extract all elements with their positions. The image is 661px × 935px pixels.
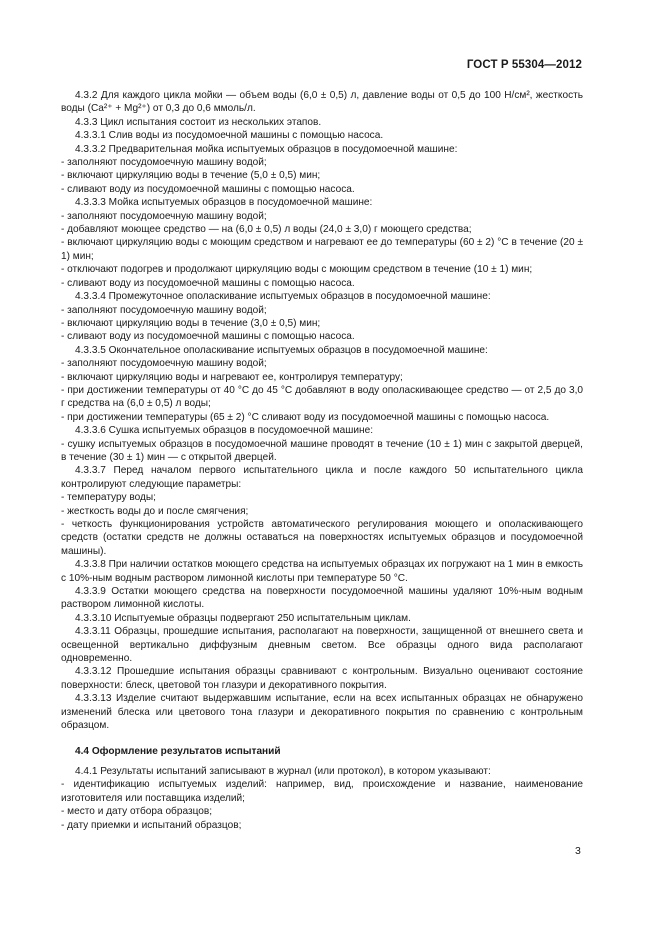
list-item: - сливают воду из посудомоечной машины с помощью насоса. [61,183,355,195]
document-header: ГОСТ Р 55304—2012 [466,59,582,71]
list-item: - сливают воду из посудомоечной машины с помощью насоса. [61,277,355,289]
list-item: - при достижении температуры от 40 °С до 45 °С добавляют в воду ополаскивающее средство — от 2,5 до 3,0 г средства на (6,0 ± 0,5) л воды; [61,384,583,410]
list-item: - сливают воду из посудомоечной машины с помощью насоса. [61,331,355,343]
paragraph: 4.3.3.2 Предварительная мойка испытуемых образцов в посудомоечной машине: [75,143,458,155]
list-item: - включают циркуляцию воды в течение (3,0 ± 0,5) мин; [61,317,321,329]
list-item: - при достижении температуры (65 ± 2) °С сливают воду из посудомоечной машины с помощью насоса. [61,411,550,423]
list-item: - место и дату отбора образцов; [61,806,213,818]
list-item: - заполняют посудомоечную машину водой; [61,157,267,169]
paragraph: 4.3.3.8 При наличии остатков моющего средства на испытуемых образцах их погружают на 1 мин в емкость с 10%-ным водным раствором лимонной кислоты при температуре 50 °С. [61,559,583,584]
paragraph: 4.3.3.6 Сушка испытуемых образцов в посудомоечной машине: [75,425,373,437]
paragraph: 4.3.3.11 Образцы, прошедшие испытания, располагают на поверхности, защищенной от внешнего света и освещенной вертикально диффузным дневным светом. Все образцы одного вида располагают одновременно. [61,626,583,665]
list-item: - включают циркуляцию воды в течение (5,0 ± 0,5) мин; [61,170,321,182]
document-body [61,89,583,832]
paragraph: 4.3.3.9 Остатки моющего средства на поверхности посудомоечной машины удаляют 10%-ным водным раствором лимонной кислоты. [61,586,583,611]
list-item: - температуру воды; [61,492,156,504]
list-item: - включают циркуляцию воды с моющим средством и нагревают ее до температуры (60 ± 2) °С в течение (20 ± 1) мин; [61,237,583,262]
list-item: - заполняют посудомоечную машину водой; [61,304,267,316]
paragraph: 4.3.2 Для каждого цикла мойки — объем воды (6,0 ± 0,5) л, давление воды от 0,5 до 100 Н/см², жесткость воды (Ca²⁺ + Mg²⁺) от 0,3 до 0,6 ммоль/л. [61,90,583,115]
list-item: - включают циркуляцию воды и нагревают ее, контролируя температуру; [61,371,403,383]
paragraph: 4.4.1 Результаты испытаний записывают в журнал (или протокол), в котором указывают: [75,765,491,777]
paragraph: 4.3.3.13 Изделие считают выдержавшим испытание, если на всех испытанных образцах не обнаружено изменений блеска или цветового тона глазури и декоративного покрытия по сравнению с контрольным образцом. [61,693,583,732]
paragraph: 4.3.3.4 Промежуточное ополаскивание испытуемых образцов в посудомоечной машине: [75,291,491,303]
paragraph: 4.3.3.7 Перед началом первого испытательного цикла и после каждого 50 испытательного цикла контролируют следующие параметры: [61,465,583,490]
list-item: - дату приемки и испытаний образцов; [61,819,242,831]
list-item: - жесткость воды до и после смягчения; [61,505,249,517]
paragraph: 4.3.3.1 Слив воды из посудомоечной машины с помощью насоса. [75,130,384,142]
paragraph: 4.3.3.3 Мойка испытуемых образцов в посудомоечной машине: [75,197,373,209]
paragraph: 4.3.3.10 Испытуемые образцы подвергают 250 испытательным циклам. [75,612,411,624]
paragraph: 4.3.3.12 Прошедшие испытания образцы сравнивают с контрольным. Визуально оценивают состояние поверхности: блеск, цветовой тон глазури и декоративного покрытия. [61,666,583,691]
section-heading: 4.4 Оформление результатов испытаний [75,745,281,757]
paragraph: 4.3.3.5 Окончательное ополаскивание испытуемых образцов в посудомоечной машине: [75,344,488,356]
list-item: - добавляют моющее средство — на (6,0 ± 0,5) л воды (24,0 ± 3,0) г моющего средства; [61,224,472,236]
list-item: - сушку испытуемых образцов в посудомоечной машине проводят в течение (10 ± 1) мин с закрытой дверцей, в течение (30 ± 1) мин — с открытой дверцей. [61,438,583,463]
list-item: - четкость функционирования устройств автоматического регулирования моющего и ополаскивающего средств (остатки средств не должны оставаться на поверхностях испытуемых образцов и посудомоечной машины). [61,519,583,557]
list-item: - заполняют посудомоечную машину водой; [61,358,267,370]
list-item: - заполняют посудомоечную машину водой; [61,210,267,222]
paragraph: 4.3.3 Цикл испытания состоит из нескольких этапов. [75,116,322,128]
page-number: 3 [575,845,581,857]
list-item: - идентификацию испытуемых изделий: например, вид, происхождение и название, наименование изготовителя или поставщика изделий; [61,779,583,804]
list-item: - отключают подогрев и продолжают циркуляцию воды с моющим средством в течение (10 ± 1) мин; [61,264,533,276]
